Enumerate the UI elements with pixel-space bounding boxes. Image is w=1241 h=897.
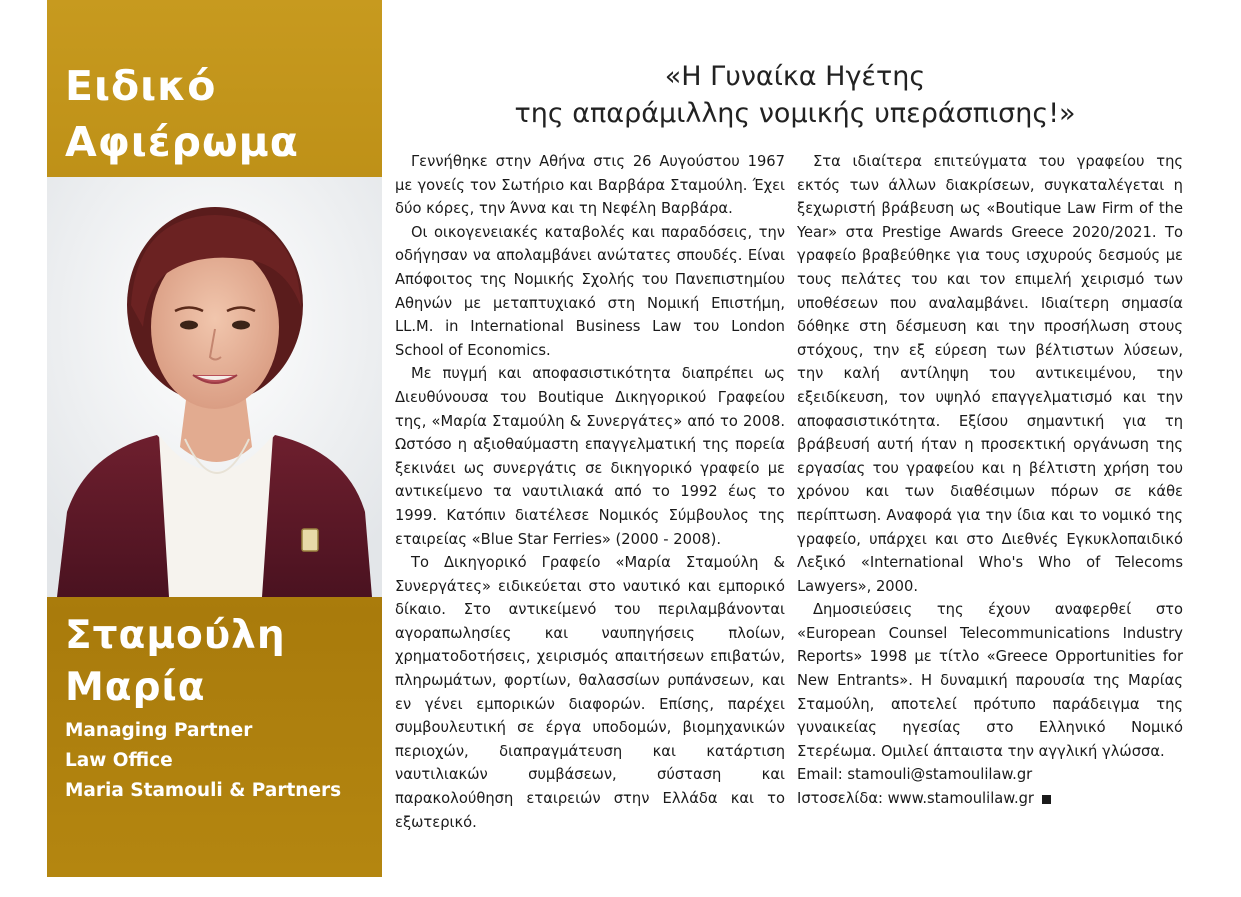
paragraph: Το Δικηγορικό Γραφείο «Μαρία Σταμούλη & Συνεργάτες» ειδικεύεται στο ναυτικό και εμπορικό δίκαιο. Στο αντικείμενό του περιλαμβάνονται αγοραπωλησίες και ναυπηγήσεις πλοίων, χρηματοδοτήσεις, χειρισμός απαιτήσεων επιβατών, πληρωμάτων, φορτίων, θαλασσίων ρυπάνσεων, και εν γένει εμπορικών διαφορών. Επίσης, παρέχει συμβουλευτική σε έργα υποδομών, βιομηχανικών περιοχών, διαπραγμάτευση και κατάρτιση ναυτιλιακών συμβάσεων, σύσταση και παρακολούθηση εταιρειών στην Ελλάδα και το εξωτερικό. [395,554,785,831]
role-list [65,716,380,806]
role-title: Managing Partner [65,720,253,741]
paragraph: Γεννήθηκε στην Αθήνα στις 26 Αυγούστου 1967 με γονείς τον Σωτήριο και Βαρβάρα Σταμούλη. Έχει δύο κόρες, την Άννα και τη Νεφέλη Βαρβάρα. [395,153,785,218]
portrait-photo [47,177,382,597]
first-name: Μαρία [65,665,206,710]
end-of-article-mark [1042,795,1051,804]
profile-name-block [65,610,380,806]
article-column-left [395,150,785,834]
section-title [65,58,375,170]
article-headline [395,58,1195,132]
paragraph: Στα ιδιαίτερα επιτεύγματα του γραφείου της εκτός των άλλων διακρίσεων, συγκαταλέγεται η ξεχωριστή βράβευση ως «Boutique Law Firm of the Year» στα Prestige Awards Greece 2020/2021. Το γραφείο βραβεύθηκε για τους ισχυρούς δεσμούς με τους πελάτες του και τον επιμελή χειρισμό των υποθέσεων που αναλαμβάνει. Ιδιαίτερη σημασία δόθηκε στη δέσμευση και την προσήλωση στους στόχους, την εξ εύρεση των βέλτιστων λύσεων, την καλή αντίληψη του αντικειμένου, την εξειδίκευση, τον υψηλό επαγγελματισμό και την αποφασιστικότητα. Εξίσου σημαντική για τη βράβευσή αυτή ήταν η προσεκτική οργάνωση της εργασίας του γραφείου και η βέλτιστη χρήση του χρόνου και των διαθέσιμων πόρων σε κάθε περίπτωση. Αναφορά για την ίδια και το νομικό της γραφείο, υπάρχει και στο Διεθνές Εγκυκλοπαιδικό Λεξικό «International Who's Who of Telecoms Lawyers», 2000. [797,153,1183,595]
feature-sidebar [47,0,382,877]
article-column-right [797,150,1183,811]
section-title-line1: Ειδικό [65,62,217,110]
role-office: Law Office [65,750,173,771]
email-line: Email: stamouli@stamoulilaw.gr [797,766,1033,784]
website-line [797,787,1183,811]
paragraph: Οι οικογενειακές καταβολές και παραδόσεις, την οδήγησαν να απολαμβάνει ανώτατες σπουδές. Είναι Απόφοιτος της Νομικής Σχολής του Πανεπιστημίου Αθηνών με μεταπτυχιακό στη Νομική Επιστήμη, LL.M. in International Business Law του London School of Economics. [395,223,785,359]
section-title-line2: Αφιέρωμα [65,118,299,166]
headline-line1: «Η Γυναίκα Ηγέτης [664,61,926,92]
paragraph: Με πυγμή και αποφασιστικότητα διαπρέπει ως Διευθύνουσα του Boutique Δικηγορικού Γραφείου της, «Μαρία Σταμούλη & Συνεργάτες» από το 2008. Ωστόσο η αξιοθαύμαστη επαγγελματική της πορεία ξεκινάει ως συνεργάτις σε δικηγορικό γραφείο με αντικείμενο τα ναυτιλιακά από το 1992 έως το 1999. Κατόπιν διατέλεσε Νομικός Σύμβουλος της εταιρείας «Blue Star Ferries» (2000 - 2008). [395,365,785,548]
headline-line2: της απαράμιλλης νομικής υπεράσπισης!» [514,98,1076,129]
website-text: Ιστοσελίδα: www.stamoulilaw.gr [797,790,1034,808]
role-firm: Maria Stamouli & Partners [65,780,342,801]
surname: Σταμούλη [65,613,286,658]
paragraph: Δημοσιεύσεις της έχουν αναφερθεί στο «European Counsel Telecommunications Industry Reports» 1998 με τίτλο «Greece Opportunities for New Entrants». Η δυναμική παρουσία της Μαρίας Σταμούλη, αποτελεί πρότυπο παράδειγμα της γυναικείας ηγεσίας στο Ελληνικό Νομικό Στερέωμα. Ομιλεί άπταιστα την αγγλική γλώσσα. [797,601,1183,760]
